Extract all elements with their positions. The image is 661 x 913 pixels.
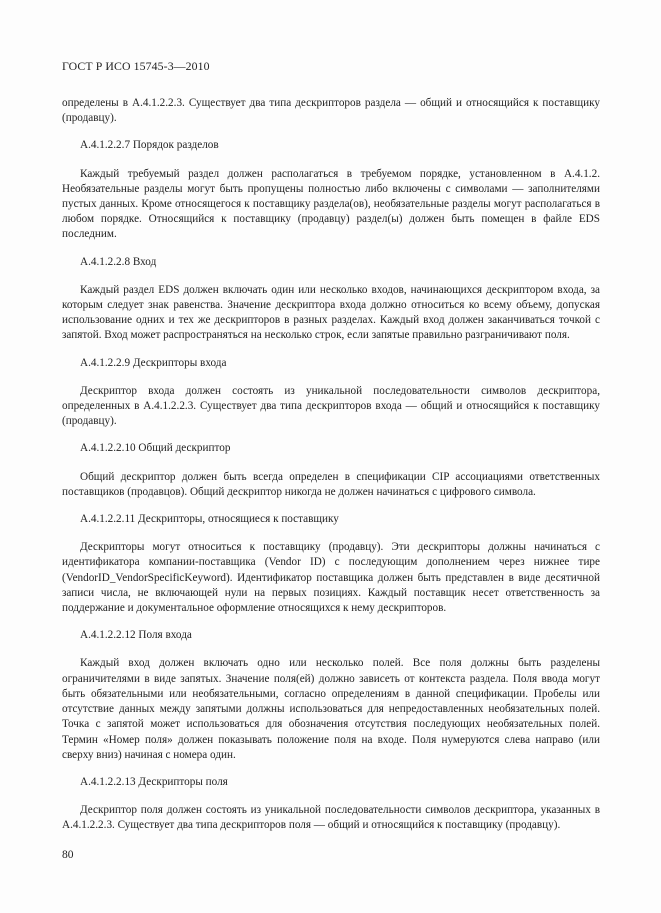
paragraph: Дескриптор входа должен состоять из уникальной последовательности символов дескриптора, определенных в А.4.1.2.2.3. Существует два типа дескрипторов входа — общий и относящийся к поставщику (продавцу).: [62, 384, 600, 428]
section-heading: А.4.1.2.2.11 Дескрипторы, относящиеся к поставщику: [80, 513, 339, 526]
section-heading: А.4.1.2.2.13 Дескрипторы поля: [80, 775, 228, 788]
section-heading: А.4.1.2.2.9 Дескрипторы входа: [80, 356, 227, 369]
paragraph: Каждый вход должен включать одно или несколько полей. Все поля должны быть разделены ограничителями в виде запятых. Значение поля(ей) должно зависеть от контекста раздела. Поля ввода могут быть обязательными или необязательными, согласно определениям в данной спецификации. Пробелы или отсутствие данных между запятыми должны использоваться для непредоставленных необязательных полей. Точка с запятой может использоваться для обозначения отсутствия последующих необязательных полей. Термин «Номер поля» должен показывать положение поля на входе. Поля нумеруются слева направо (или сверху вниз) начиная с номера один.: [62, 657, 600, 761]
paragraph: определены в А.4.1.2.2.3. Существует два типа дескрипторов раздела — общий и относящийся к поставщику (продавцу).: [62, 97, 600, 125]
page-number: 80: [62, 849, 74, 861]
section-heading: А.4.1.2.2.7 Порядок разделов: [80, 139, 219, 152]
section-heading: А.4.1.2.2.10 Общий дескриптор: [80, 442, 231, 455]
section-heading: А.4.1.2.2.12 Поля входа: [80, 629, 192, 642]
paragraph: Общий дескриптор должен быть всегда определен в спецификации CIP ассоциациями ответственных поставщиков (продавцов). Общий дескриптор никогда не должен начинаться с цифрового символа.: [62, 470, 600, 498]
paragraph: Дескрипторы могут относиться к поставщику (продавцу). Эти дескрипторы должны начинаться с идентификатора компании-поставщика (Vendor ID) с последующим дополнением через нижнее тире (VendorID_VendorSpecificKeyword). Идентификатор поставщика должен быть представлен в виде десятичной записи числа, не включающей нули на первых позициях. Каждый поставщик несет ответственность за поддержание и документальное оформление относящихся к нему дескрипторов.: [62, 541, 600, 615]
document-header: ГОСТ Р ИСО 15745-3—2010: [62, 59, 210, 73]
paragraph: Дескриптор поля должен состоять из уникальной последовательности символов дескриптора, указанных в А.4.1.2.2.3. Существует два типа дескрипторов поля — общий и относящийся к поставщику (продавцу).: [62, 804, 600, 832]
section-heading: А.4.1.2.2.8 Вход: [80, 255, 157, 268]
paragraph: Каждый требуемый раздел должен располагаться в требуемом порядке, установленном в А.4.1.2. Необязательные разделы могут быть пропущены полностью либо включены с символами — заполнителями пустых данных. Кроме относящегося к поставщику раздела(ов), необязательные разделы могут располагаться в любом порядке. Относящийся к поставщику (продавцу) раздел(ы) должен быть помещен в файле EDS последним.: [62, 167, 600, 241]
paragraph: Каждый раздел EDS должен включать один или несколько входов, начинающихся дескриптором входа, за которым следует знак равенства. Значение дескриптора входа должно относиться ко всему объему, допуская использование одних и тех же дескрипторов в разных разделах. Каждый вход должен заканчиваться точкой с запятой. Вход может распространяться на несколько строк, если запятые правильно разграничивают поля.: [62, 283, 600, 342]
document-body: [62, 96, 600, 834]
